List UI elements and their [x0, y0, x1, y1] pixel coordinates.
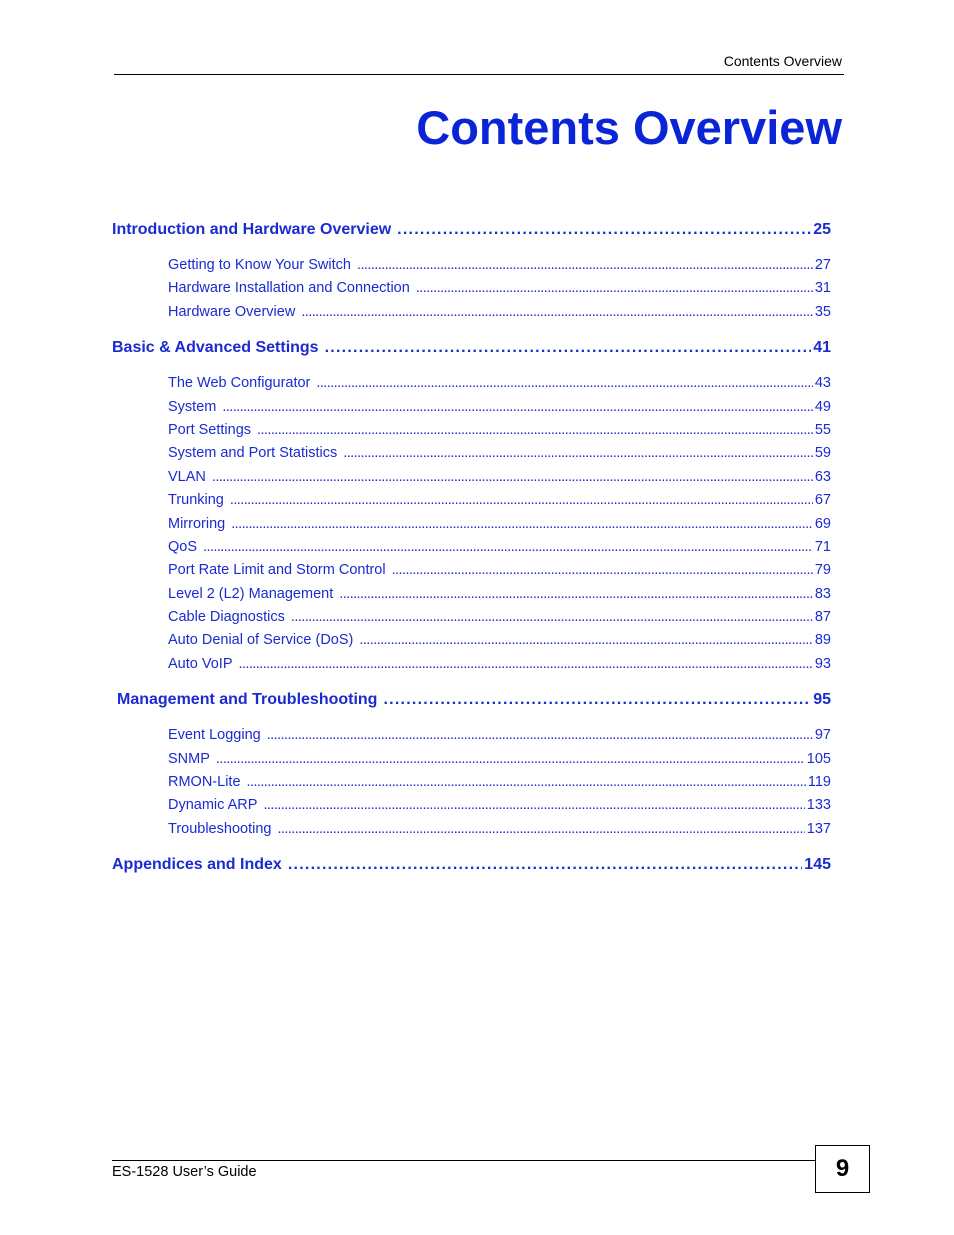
toc-leader-dots [343, 442, 813, 465]
toc-leader-dots [239, 653, 813, 676]
toc-part-entry[interactable] [112, 688, 831, 712]
toc-chapter-title: QoS [168, 538, 198, 555]
toc-chapter-title: Level 2 (L2) Management [168, 585, 334, 602]
toc-leader-dots [247, 771, 806, 794]
toc-chapter-page: 49 [814, 398, 831, 415]
toc-leader-dots [392, 559, 813, 582]
toc-chapter-page: 119 [807, 774, 831, 791]
toc-chapter-title: Dynamic ARP [168, 797, 258, 814]
running-header [114, 52, 844, 75]
toc-leader-dots [263, 794, 804, 817]
toc-leader-dots [316, 372, 812, 395]
toc-chapter-entry[interactable] [112, 818, 831, 841]
toc-chapter-title: SNMP [168, 750, 210, 767]
toc-chapter-page: 137 [806, 820, 831, 837]
toc-chapter-page: 43 [814, 375, 831, 392]
toc-part-title: Introduction and Hardware Overview [112, 221, 392, 238]
toc-chapter-page: 69 [814, 515, 831, 532]
toc-chapter-title: Troubleshooting [168, 820, 272, 837]
toc-chapter-entry[interactable] [112, 606, 831, 629]
toc-chapter-page: 27 [814, 257, 831, 273]
toc-chapter-title: Hardware Overview [168, 303, 296, 320]
toc-leader-dots [267, 724, 813, 747]
toc-chapter-entry[interactable] [112, 277, 831, 300]
toc-chapter-page: 67 [814, 492, 831, 509]
toc-chapter-page: 35 [814, 303, 831, 320]
toc-chapter-page: 79 [814, 562, 831, 579]
toc-part-entry[interactable] [112, 218, 831, 242]
toc-part-title: Basic & Advanced Settings [112, 339, 319, 357]
toc-chapter-title: The Web Configurator [168, 375, 311, 392]
toc-chapter-entry[interactable] [112, 301, 831, 324]
toc-chapter-entry[interactable] [112, 629, 831, 652]
toc-leader-dots [325, 336, 812, 360]
toc-chapter-entry[interactable] [112, 583, 831, 606]
toc-part-title: Management and Troubleshooting [117, 691, 378, 709]
toc-chapter-title: Auto VoIP [168, 655, 233, 672]
toc-leader-dots [291, 606, 813, 629]
toc-chapter-entry[interactable] [112, 489, 831, 512]
toc-chapter-page: 59 [814, 445, 831, 462]
toc-chapter-entry[interactable] [112, 254, 831, 277]
toc-leader-dots [212, 466, 813, 489]
toc-part-entry[interactable] [112, 853, 831, 877]
toc-chapter-title: Event Logging [168, 727, 261, 744]
footer [112, 1160, 815, 1182]
toc-chapter-title: Cable Diagnostics [168, 609, 285, 626]
page-number: 9 [835, 1155, 850, 1182]
toc-chapter-page: 55 [814, 421, 831, 438]
toc-chapter-title: Port Settings [168, 421, 252, 438]
toc-leader-dots [397, 218, 811, 242]
toc-leader-dots [301, 301, 813, 324]
toc-part-page: 145 [804, 856, 831, 874]
toc-chapter-entry[interactable] [112, 794, 831, 817]
toc-leader-dots [230, 489, 813, 512]
toc-chapter-entry[interactable] [112, 653, 831, 676]
toc-leader-dots [257, 419, 813, 442]
page-number-box [815, 1145, 870, 1193]
toc-chapter-entry[interactable] [112, 372, 831, 395]
toc-chapter-page: 105 [806, 750, 831, 767]
toc-leader-dots [383, 688, 811, 712]
toc-leader-dots [222, 396, 813, 419]
toc-chapter-title: System [168, 398, 217, 415]
toc-chapter-page: 87 [814, 609, 831, 626]
toc-chapter-entry[interactable] [112, 396, 831, 419]
toc-leader-dots [357, 254, 813, 277]
toc-chapter-page: 93 [814, 655, 831, 672]
toc-chapter-page: 133 [806, 797, 831, 814]
toc-leader-dots [416, 277, 813, 300]
toc-chapter-entry[interactable] [112, 771, 831, 794]
toc-chapter-entry[interactable] [112, 513, 831, 536]
toc-chapter-page: 89 [814, 632, 831, 649]
toc-part-title: Appendices and Index [112, 856, 282, 874]
table-of-contents [112, 218, 831, 877]
toc-chapter-title: System and Port Statistics [168, 445, 338, 462]
toc-chapter-title: Trunking [168, 492, 224, 509]
toc-leader-dots [231, 513, 813, 536]
toc-chapter-entry[interactable] [112, 536, 831, 559]
toc-part-page: 25 [813, 221, 831, 238]
toc-chapter-entry[interactable] [112, 466, 831, 489]
toc-chapter-title: VLAN [168, 468, 206, 485]
footer-guide-name: ES-1528 User’s Guide [112, 1164, 257, 1180]
toc-part-entry[interactable] [112, 336, 831, 360]
toc-leader-dots [203, 536, 813, 559]
toc-leader-dots [277, 818, 804, 841]
toc-chapter-entry[interactable] [112, 419, 831, 442]
toc-chapter-title: Mirroring [168, 515, 226, 532]
toc-part-page: 41 [813, 339, 831, 357]
toc-part-page: 95 [813, 691, 831, 709]
toc-chapter-page: 97 [814, 727, 831, 744]
toc-chapter-page: 31 [814, 280, 831, 297]
toc-leader-dots [216, 748, 805, 771]
toc-chapter-entry[interactable] [112, 559, 831, 582]
toc-chapter-title: RMON-Lite [168, 774, 241, 791]
toc-chapter-entry[interactable] [112, 724, 831, 747]
toc-chapter-page: 71 [814, 538, 831, 555]
toc-chapter-title: Getting to Know Your Switch [168, 257, 351, 273]
toc-leader-dots [359, 629, 813, 652]
toc-chapter-title: Auto Denial of Service (DoS) [168, 632, 354, 649]
toc-chapter-entry[interactable] [112, 442, 831, 465]
toc-leader-dots [339, 583, 813, 606]
running-header-text: Contents Overview [723, 53, 842, 69]
toc-chapter-title: Port Rate Limit and Storm Control [168, 562, 386, 579]
toc-chapter-page: 83 [814, 585, 831, 602]
toc-chapter-page: 63 [814, 468, 831, 485]
toc-chapter-entry[interactable] [112, 748, 831, 771]
toc-chapter-title: Hardware Installation and Connection [168, 280, 410, 297]
toc-leader-dots [288, 853, 802, 877]
page-title: Contents Overview [416, 101, 842, 154]
